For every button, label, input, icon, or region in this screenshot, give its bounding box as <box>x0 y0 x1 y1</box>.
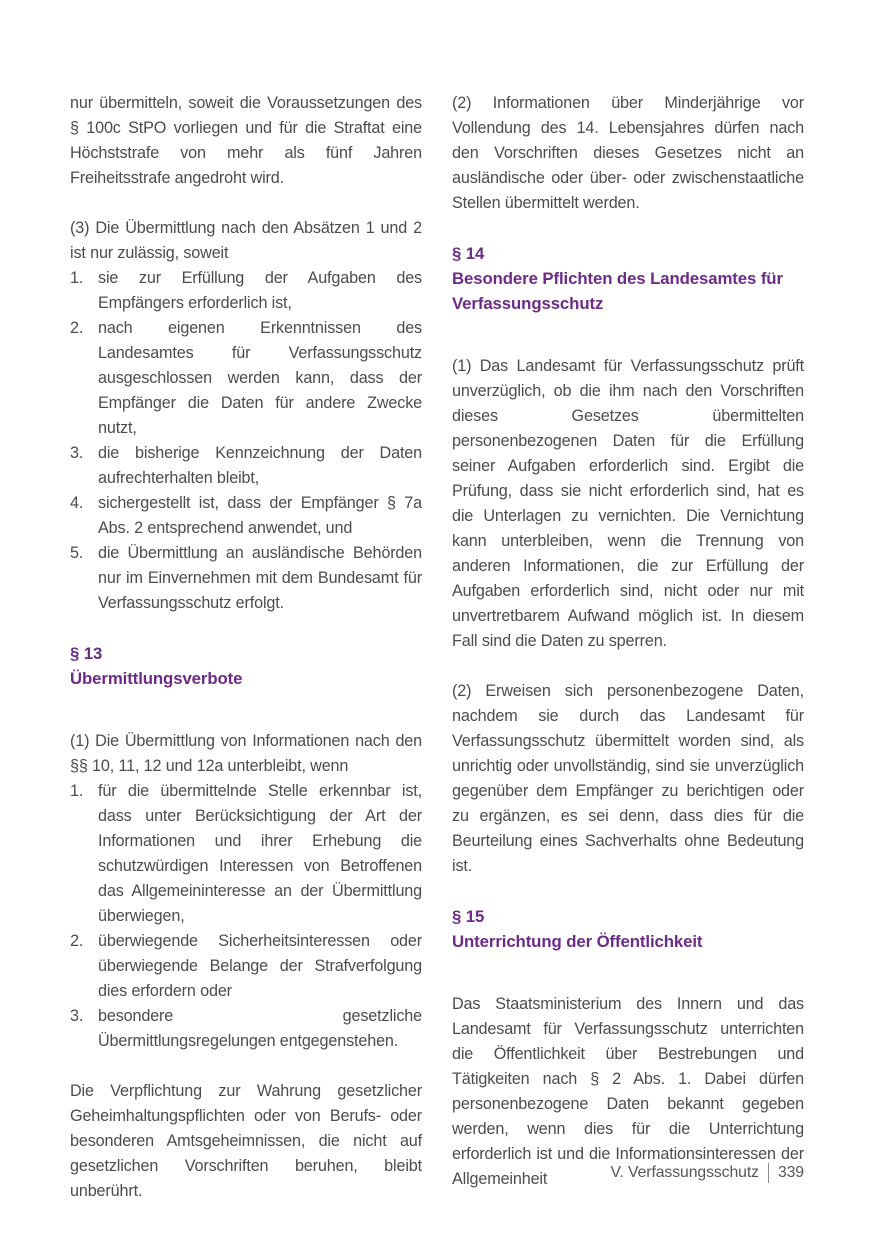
list-item-number: 1. <box>70 782 84 800</box>
footer-page-number: 339 <box>777 1164 804 1181</box>
list-item <box>70 779 422 929</box>
list-item-number: 2. <box>70 319 84 337</box>
section-title: Besondere Pflichten des Landesamtes für Verfassungsschutz <box>452 269 783 313</box>
section-number: § 14 <box>452 244 485 263</box>
left-column <box>70 91 422 1229</box>
page-footer <box>610 1162 804 1184</box>
list-item-number: 5. <box>70 544 84 562</box>
numbered-list-abs3 <box>70 266 422 616</box>
paragraph-14-abs2: (2) Erweisen sich personenbezogene Daten, nachdem sie durch das Landesamt für Verfassungsschutz übermittelt worden sind, als unrichtig oder unvollständig, sind sie unverzüglich gegenüber dem Empfänger zu berichtigen oder zu ergänzen, es sei denn, dass dies für die Beurteilung eines Sachverhalts ohne Bedeutung ist. <box>452 682 804 875</box>
list-item <box>70 491 422 541</box>
list-item <box>70 441 422 491</box>
paragraph-verpflichtung: Die Verpflichtung zur Wahrung gesetzlicher Geheimhaltungspflichten oder von Berufs- oder besonderen Amtsgeheimnissen, die nicht auf gesetzlichen Vorschriften beruhen, bleibt unberührt. <box>70 1082 422 1200</box>
numbered-list-abs1 <box>70 779 422 1054</box>
paragraph-abs1-intro: (1) Die Übermittlung von Informationen nach den §§ 10, 11, 12 und 12a unterbleibt, wenn <box>70 732 422 775</box>
list-item-text: sie zur Erfüllung der Aufgaben des Empfängers erforderlich ist, <box>98 269 422 312</box>
footer-section-label: V. Verfassungsschutz <box>610 1164 759 1181</box>
section-heading-13 <box>70 641 422 691</box>
footer-divider <box>768 1163 769 1183</box>
list-item <box>70 541 422 616</box>
right-column <box>452 91 804 1229</box>
list-item-number: 4. <box>70 494 84 512</box>
paragraph-15-continuing: Das Staatsministerium des Innern und das Landesamt für Verfassungsschutz unterrichten die Öffentlichkeit über Bestrebungen und Tätigkeiten nach § 2 Abs. 1. Dabei dürfen personenbezogene Daten bekannt gegeben werden, wenn dies für die Unterrichtung erforderlich ist und die Informationsinteressen der Allgemeinheit <box>452 995 804 1188</box>
list-item-text: sichergestellt ist, dass der Empfänger § 7a Abs. 2 entsprechend anwendet, und <box>98 494 422 537</box>
list-item-number: 3. <box>70 1007 84 1025</box>
list-item <box>70 316 422 441</box>
list-item-number: 3. <box>70 444 84 462</box>
list-item-text: nach eigenen Erkenntnissen des Landesamtes für Verfassungsschutz ausgeschlossen werden kann, dass der Empfänger die Daten für andere Zwecke nutzt, <box>98 319 422 437</box>
paragraph-abs2-minderjaehrige: (2) Informationen über Minderjährige vor Vollendung des 14. Lebensjahres dürfen nach den Vorschriften dieses Gesetzes nicht an ausländische oder über- oder zwischenstaatliche Stellen übermittelt werden. <box>452 94 804 212</box>
section-heading-15 <box>452 904 804 954</box>
section-number: § 13 <box>70 644 103 663</box>
list-item-number: 2. <box>70 932 84 950</box>
paragraph-14-abs1: (1) Das Landesamt für Verfassungsschutz prüft unverzüglich, ob die ihm nach den Vorschriften dieses Gesetzes übermittelten personenbezogenen Daten für die Erfüllung seiner Aufgaben erforderlich sind. Ergibt die Prüfung, dass sie nicht erforderlich sind, hat es die Unterlagen zu vernichten. Die Vernichtung kann unterbleiben, wenn die Trennung von anderen Informationen, die zur Erfüllung der Aufgaben erforderlich sind, nicht oder nur mit unvertretbarem Aufwand möglich ist. In diesem Fall sind die Daten zu sperren. <box>452 357 804 650</box>
list-item <box>70 929 422 1004</box>
list-item-text: überwiegende Sicherheitsinteressen oder überwiegende Belange der Strafverfolgung dies erfordern oder <box>98 932 422 1000</box>
section-number: § 15 <box>452 907 485 926</box>
list-item-text: die Übermittlung an ausländische Behörden nur im Einvernehmen mit dem Bundesamt für Verfassungsschutz erfolgt. <box>98 544 422 612</box>
list-item <box>70 266 422 316</box>
list-item-text: für die übermittelnde Stelle erkennbar ist, dass unter Berücksichtigung der Art der Informationen und ihrer Erhebung die schutzwürdigen Interessen von Betroffenen das Allgemeininteresse an der Übermittlung überwiegen, <box>98 782 422 925</box>
list-item-number: 1. <box>70 269 84 287</box>
list-item-text: besondere gesetzliche Übermittlungsregelungen entgegenstehen. <box>98 1007 422 1050</box>
section-title: Übermittlungsverbote <box>70 669 243 688</box>
list-item-text: die bisherige Kennzeichnung der Daten aufrechterhalten bleibt, <box>98 444 422 487</box>
section-heading-14 <box>452 241 804 316</box>
paragraph-continuation: nur übermitteln, soweit die Voraussetzungen des § 100c StPO vorliegen und für die Straftat eine Höchststrafe von mehr als fünf Jahren Freiheitsstrafe angedroht wird. <box>70 94 422 187</box>
list-item <box>70 1004 422 1054</box>
section-title: Unterrichtung der Öffentlichkeit <box>452 932 703 951</box>
paragraph-abs3-intro: (3) Die Übermittlung nach den Absätzen 1 und 2 ist nur zulässig, soweit <box>70 219 422 262</box>
